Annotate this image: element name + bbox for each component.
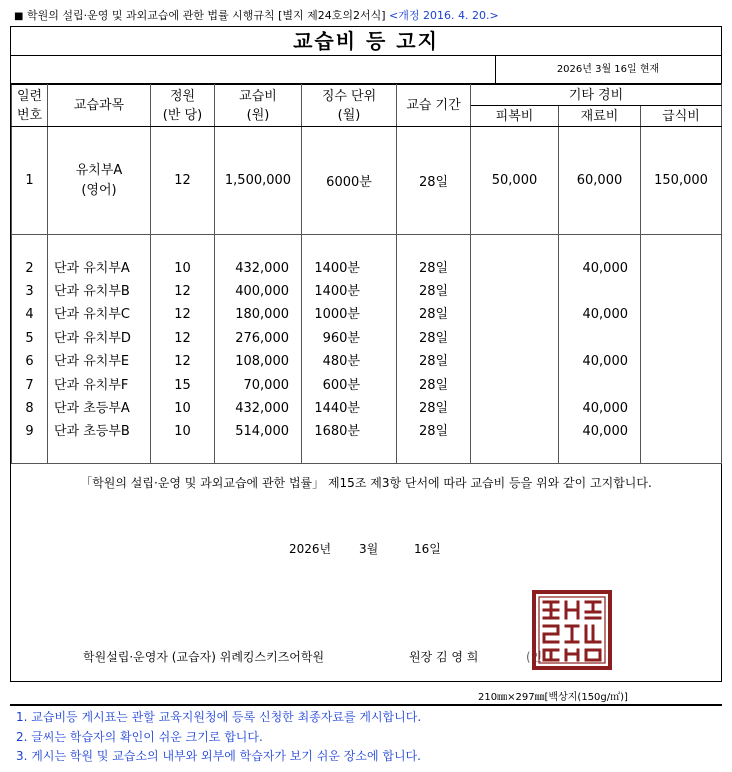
cell-uniform (471, 280, 559, 303)
cell-capacity: 10 (151, 397, 215, 420)
note-item: 1. 교습비등 게시표는 관할 교육지원청에 등록 신청한 최종자료를 게시합니다. (16, 710, 422, 724)
col-no-label: 일련 번호 (16, 88, 43, 123)
col-header-no (12, 85, 48, 127)
cell-capacity: 15 (151, 373, 215, 396)
cell-period: 28일 (397, 257, 471, 280)
note-item: 2. 글씨는 학습자의 확인이 쉬운 크기로 합니다. (16, 729, 263, 744)
col-header-material (559, 106, 641, 127)
cell-course: 유치부A (영어) (48, 127, 151, 235)
cell-uniform (471, 327, 559, 350)
notes-list (16, 708, 421, 767)
issue-day: 16일 (414, 542, 441, 556)
col-course-label: 교습과목 (73, 98, 125, 113)
cell-no: 5 (12, 327, 48, 350)
table-row (12, 257, 722, 280)
paper-spec: 210㎜×297㎜[백상지(150g/㎡)] (478, 692, 628, 703)
cell-meal (641, 257, 722, 280)
cell-course: 단과 유치부C (48, 303, 151, 326)
cell-unit: 960분 (302, 327, 397, 350)
legal-notice: 「학원의 설립·운영 및 과외교습에 관한 법률」 제15조 제3항 단서에 따라 교습비 등을 위와 같이 고지합니다. (80, 476, 652, 490)
cell-material: 60,000 (559, 127, 641, 235)
cell-uniform (471, 303, 559, 326)
issue-year: 2026년 (289, 542, 332, 556)
cell-period: 28일 (397, 397, 471, 420)
cell-meal (641, 420, 722, 443)
table-row (12, 397, 722, 420)
col-period-label: 교습 기간 (406, 98, 461, 113)
cell-period: 28일 (397, 373, 471, 396)
cell-meal (641, 280, 722, 303)
date-row (11, 56, 721, 84)
cell-material: 40,000 (559, 420, 641, 443)
cell-period: 28일 (397, 350, 471, 373)
cell-period: 28일 (397, 420, 471, 443)
cell-capacity: 12 (151, 127, 215, 235)
cell-uniform (471, 257, 559, 280)
cell-unit: 1440분 (302, 397, 397, 420)
cell-no: 6 (12, 350, 48, 373)
cell-uniform (471, 420, 559, 443)
col-uniform-label: 피복비 (495, 108, 534, 124)
cell-capacity: 12 (151, 350, 215, 373)
cell-capacity: 12 (151, 327, 215, 350)
cell-meal (641, 350, 722, 373)
col-meal-label: 급식비 (662, 108, 700, 124)
cell-period: 28일 (397, 303, 471, 326)
col-header-other (471, 85, 722, 106)
cell-fee: 514,000 (215, 420, 302, 443)
cell-no: 4 (12, 303, 48, 326)
cell-course: 단과 초등부B (48, 420, 151, 443)
issue-month: 3월 (359, 542, 379, 556)
table-spacer (12, 444, 722, 464)
cell-no: 7 (12, 373, 48, 396)
cell-capacity: 10 (151, 257, 215, 280)
cell-meal: 150,000 (641, 127, 722, 235)
cell-capacity: 12 (151, 303, 215, 326)
col-header-course (48, 85, 151, 127)
director-name: 원장 김 영 희 (409, 650, 479, 664)
cell-course: 단과 초등부A (48, 397, 151, 420)
col-header-meal (641, 106, 722, 127)
cell-capacity: 10 (151, 420, 215, 443)
square-bullet-icon: ■ (14, 11, 24, 22)
revision-note: <개정 2016. 4. 20.> (389, 9, 499, 22)
col-material-label: 재료비 (580, 108, 619, 124)
cell-fee: 108,000 (215, 350, 302, 373)
cell-no: 8 (12, 397, 48, 420)
cell-unit: 1400분 (302, 257, 397, 280)
col-unit-label: 징수 단위 (월) (321, 88, 377, 123)
cell-meal (641, 327, 722, 350)
cell-capacity: 12 (151, 280, 215, 303)
cell-no: 2 (12, 257, 48, 280)
cell-course: 단과 유치부E (48, 350, 151, 373)
cell-unit: 600분 (302, 373, 397, 396)
cell-no: 1 (12, 127, 48, 235)
col-header-capacity (151, 85, 215, 127)
cell-unit: 6000분 (302, 127, 397, 235)
cell-material: 40,000 (559, 397, 641, 420)
cell-uniform: 50,000 (471, 127, 559, 235)
fee-notice-form (10, 26, 722, 682)
cell-meal (641, 397, 722, 420)
cell-meal (641, 373, 722, 396)
cell-unit: 1400분 (302, 280, 397, 303)
cell-uniform (471, 397, 559, 420)
notes-divider (10, 704, 722, 706)
cell-course: 단과 유치부B (48, 280, 151, 303)
col-header-period (397, 85, 471, 127)
table-row (12, 303, 722, 326)
cell-no: 9 (12, 420, 48, 443)
cell-fee: 400,000 (215, 280, 302, 303)
cell-period: 28일 (397, 327, 471, 350)
cell-material: 40,000 (559, 303, 641, 326)
col-capacity-label: 정원 (반 당) (162, 88, 203, 123)
document-title: 교습비 등 고지 (11, 27, 721, 56)
seal-placeholder: (인 (526, 650, 543, 664)
cell-fee: 180,000 (215, 303, 302, 326)
cell-course: 단과 유치부F (48, 373, 151, 396)
table-spacer (12, 235, 722, 257)
table-row (12, 327, 722, 350)
note-item: 3. 게시는 학원 및 교습소의 내부와 외부에 학습자가 보기 쉬운 장소에 합니다. (16, 749, 421, 763)
cell-meal (641, 303, 722, 326)
fee-table (11, 84, 722, 464)
school-seal-stamp (530, 588, 614, 672)
cell-fee: 276,000 (215, 327, 302, 350)
col-header-unit (302, 85, 397, 127)
cell-material (559, 280, 641, 303)
cell-no: 3 (12, 280, 48, 303)
cell-material (559, 327, 641, 350)
table-row (12, 127, 722, 235)
cell-material: 40,000 (559, 257, 641, 280)
table-row (12, 280, 722, 303)
cell-material: 40,000 (559, 350, 641, 373)
cell-unit: 1000분 (302, 303, 397, 326)
form-header-text: 학원의 설립·운영 및 과외교습에 관한 법률 시행규칙 [별지 제24호의2서식] (26, 9, 386, 22)
cell-uniform (471, 350, 559, 373)
form-header (14, 7, 499, 23)
table-row (12, 420, 722, 443)
cell-period: 28일 (397, 280, 471, 303)
cell-material (559, 373, 641, 396)
cell-fee: 432,000 (215, 257, 302, 280)
cell-fee: 1,500,000 (215, 127, 302, 235)
col-header-fee (215, 85, 302, 127)
cell-fee: 432,000 (215, 397, 302, 420)
cell-fee: 70,000 (215, 373, 302, 396)
col-fee-label: 교습비 (원) (239, 88, 277, 123)
cell-uniform (471, 373, 559, 396)
cell-unit: 480분 (302, 350, 397, 373)
col-other-label: 기타 경비 (568, 87, 624, 103)
table-row (12, 350, 722, 373)
col-header-uniform (471, 106, 559, 127)
cell-unit: 1680분 (302, 420, 397, 443)
table-row (12, 373, 722, 396)
cell-course: 단과 유치부D (48, 327, 151, 350)
cell-period: 28일 (397, 127, 471, 235)
cell-course: 단과 유치부A (48, 257, 151, 280)
operator-name: 학원설립·운영자 (교습자) 위례킹스키즈어학원 (83, 650, 325, 664)
as-of-date: 2026년 3월 16일 현재 (556, 64, 660, 75)
